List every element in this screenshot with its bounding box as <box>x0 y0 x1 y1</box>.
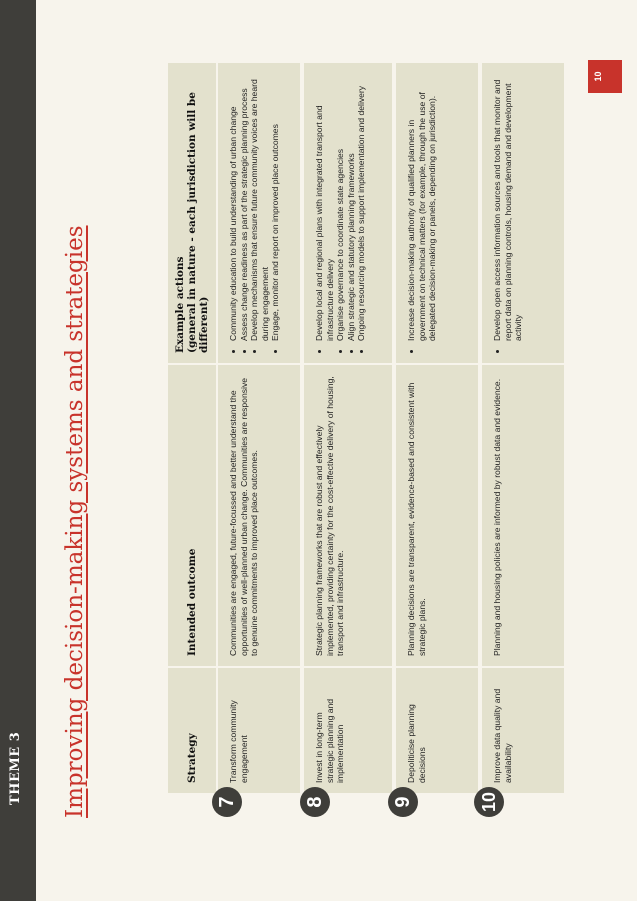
table-row <box>217 63 302 793</box>
strategy-cell: Improve data quality and availability <box>480 667 566 793</box>
outcome-cell: Communities are engaged, future-focussed and better understand the opportunities of well-planned urban change. Communities are responsive to genuine commitments to improved place outcomes. <box>217 364 302 667</box>
action-item: • Community education to build understanding of urban change <box>228 73 239 341</box>
table-row <box>302 63 394 793</box>
header-intended-outcome: Intended outcome <box>168 364 217 667</box>
table-header-row <box>168 63 217 793</box>
action-item: • Increase decision-making authority of qualified planners in government on technical matters (for example, through the use of delegated decision-making or panels, depending on jurisdiction). <box>406 73 438 341</box>
action-item: • Engage, monitor and report on improved place outcomes <box>270 73 281 341</box>
strategy-cell: Invest in long-term strategic planning and implementation <box>302 667 394 793</box>
header-strategy: Strategy <box>168 667 217 793</box>
action-item: • Develop mechanisms that ensure future community voices are heard during engagement <box>249 73 270 341</box>
page-number: 10 <box>593 71 603 82</box>
action-item: • Develop local and regional plans with integrated transport and infrastructure delivery <box>314 73 335 341</box>
row-number-badge: 10 <box>474 787 504 817</box>
outcome-cell: Planning and housing policies are informed by robust data and evidence. <box>480 364 566 667</box>
table-row <box>480 63 566 793</box>
strategy-table <box>168 63 568 793</box>
action-item: • Align strategic and statutory planning frameworks <box>346 73 357 341</box>
actions-cell <box>394 63 480 364</box>
strategy-cell: Transform community engagement <box>217 667 302 793</box>
header-actions-title: Example actions <box>174 256 186 353</box>
theme-label: THEME 3 <box>8 731 23 805</box>
action-item: • Organise governance to coordinate state agencies <box>335 73 346 341</box>
strategy-cell: Depoliticise planning decisions <box>394 667 480 793</box>
table-row <box>394 63 480 793</box>
outcome-cell: Strategic planning frameworks that are robust and effectively implemented, providing certainty for the cost-effective delivery of housing, transport and infrastructure. <box>302 364 394 667</box>
row-number-badge: 7 <box>212 787 242 817</box>
actions-cell <box>217 63 302 364</box>
outcome-cell: Planning decisions are transparent, evidence-based and consistent with strategic plans. <box>394 364 480 667</box>
action-item: • Assess change readiness as part of the strategic planning process <box>239 73 250 341</box>
action-item: • Develop open access information sources and tools that monitor and report data on planning controls, housing demand and development activity <box>492 73 524 341</box>
actions-cell <box>480 63 566 364</box>
row-number-badge: 9 <box>388 787 418 817</box>
actions-cell <box>302 63 394 364</box>
page-title: Improving decision-making systems and strategies <box>62 225 88 818</box>
header-example-actions <box>168 63 217 364</box>
header-actions-note: (general in nature - each jurisdiction will be different) <box>186 92 210 353</box>
row-number-badge: 8 <box>300 787 330 817</box>
action-item: • Ongoing resourcing models to support implementation and delivery <box>356 73 367 341</box>
